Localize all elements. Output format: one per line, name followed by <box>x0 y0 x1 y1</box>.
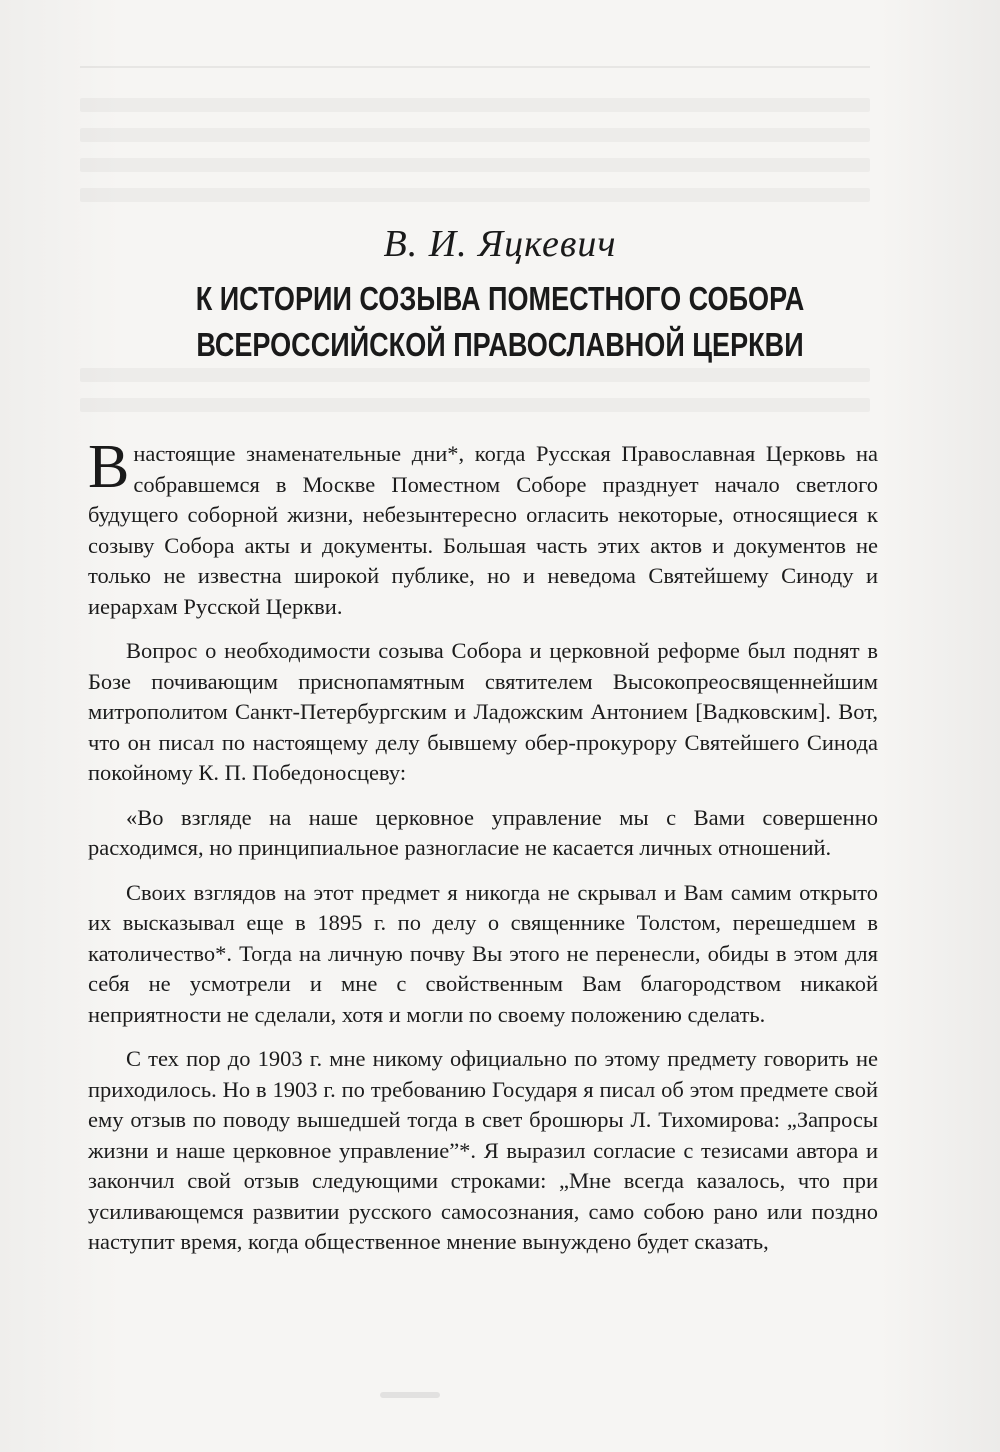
paragraph <box>88 433 878 622</box>
show-through-line <box>80 128 870 142</box>
show-through-line <box>80 368 870 382</box>
show-through-line <box>80 398 870 412</box>
article-title-line: ВСЕРОССИЙСКОЙ ПРАВОСЛАВНОЙ ЦЕРКВИ <box>196 326 804 363</box>
page-smudge <box>380 1392 440 1398</box>
article-body <box>88 433 878 1272</box>
paragraph-text: настоящие знаменательные дни*, когда Русская Православная Церковь на собравшемся в Москве Поместном Соборе празднует начало светлого будущего соборной жизни, небезынтересно огласить некоторые, относящиеся к созыву Собора акты и документы. Большая часть этих актов и документов не только не известна широкой публике, но и неведома Святейшему Синоду и иерархам Русской Церкви. <box>88 441 878 619</box>
drop-cap: В <box>88 433 130 501</box>
paragraph: С тех пор до 1903 г. мне никому официально по этому предмету говорить не приходилось. Но в 1903 г. по требованию Государя я писал об этом предмете свой ему отзыв по поводу вышедшей тогда в свет брошюры Л. Тихомирова: „Запросы жизни и наше церковное управление”*. Я выразил согласие с тезисами автора и закончил свой отзыв следующими строками: „Мне всегда казалось, что при усиливающемся развитии русского самосознания, само собою рано или поздно наступит время, когда общественное мнение вынуждено будет сказать, <box>88 1046 878 1254</box>
article-title-line: К ИСТОРИИ СОЗЫВА ПОМЕСТНОГО СОБОРА <box>195 280 805 317</box>
show-through-line <box>80 158 870 172</box>
article-author: В. И. Яцкевич <box>383 223 617 265</box>
paragraph: Вопрос о необходимости созыва Собора и церковной реформе был поднят в Бозе почивающим приснопамятным святителем Высокопреосвященнейшим митрополитом Санкт-Петербургским и Ладожским Антонием [Вадковским]. Вот, что он писал по настоящему делу бывшему обер-прокурору Святейшего Синода покойному К. П. Победоносцеву: <box>88 638 878 785</box>
quote-paragraph: «Во взгляде на наше церковное управление мы с Вами совершенно расходимся, но принципиальное разногласие не касается личных отношений. <box>88 804 878 860</box>
show-through-line <box>80 188 870 202</box>
show-through-rule <box>80 66 870 68</box>
paragraph: Своих взглядов на этот предмет я никогда не скрывал и Вам самим открыто их высказывал еще в 1895 г. по делу о священнике Толстом, перешедшем в католичество*. Тогда на личную почву Вы этого не перенесли, обиды в этом для себя не усмотрели и мне с свойственным Вам благородством никакой неприятности не сделали, хотя и могли по своему положению сделать. <box>88 879 878 1027</box>
show-through-line <box>80 98 870 112</box>
article-title <box>90 276 910 368</box>
